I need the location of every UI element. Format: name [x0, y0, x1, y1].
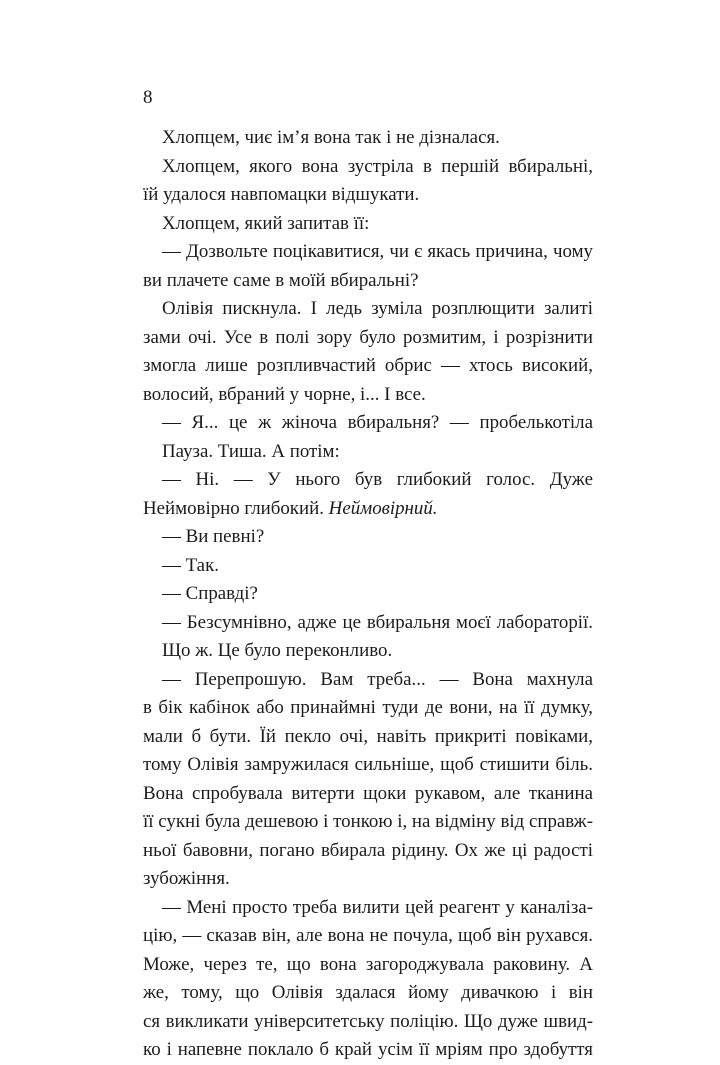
text-line: Хлопцем, якого вона зустріла в першій вбиральні,	[162, 155, 593, 177]
text-line: — Безсумнівно, адже це вбиральня моєї лабораторії.	[162, 611, 593, 633]
text-line: Олівія пискнула. І ледь зуміла розплющити залиті	[162, 298, 593, 319]
text-line: ньої бавовни, погано вбирала рідину. Ох же ці радості	[143, 839, 593, 861]
text-line: зубожіння.	[143, 868, 230, 889]
text-line: її сукні була дешевою і тонкою і, на відміну від справж-	[143, 811, 593, 832]
text-line: — Перепрошую. Вам треба... — Вона махнула	[162, 668, 593, 690]
text-line: цію, — сказав він, але вона не почула, щоб він рухався.	[143, 925, 593, 946]
text-line: Може, через те, що вона загороджувала раковину. А	[143, 953, 593, 975]
text-line	[143, 495, 593, 524]
text-fragment: Неймовірно глибокий.	[143, 497, 324, 519]
text-line: — Ні. — У нього був глибокий голос. Дуже	[162, 469, 593, 490]
text-line: — Так.	[162, 554, 219, 576]
text-line: змогла лише розпливчастий обрис — хтось високий,	[143, 355, 593, 376]
text-line: мали б бути. Їй пекло очі, навіть прикриті повіками,	[143, 725, 593, 747]
text-line: же, тому, що Олівія здалася йому дивачкою і він	[143, 982, 593, 1003]
text-line: Що ж. Це було переконливо.	[162, 640, 393, 661]
text-line: їй удалося навпомацки відшукати.	[143, 184, 420, 205]
text-line: — Дозвольте поцікавитися, чи є якась причина, чому	[162, 241, 593, 262]
text-line: ви плачете саме в моїй вбиральні?	[143, 269, 419, 291]
text-line: в бік кабінок або принаймні туди де вони, на її думку,	[143, 697, 593, 718]
text-line: — Ви певні?	[162, 526, 265, 547]
text-line: Хлопцем, чиє ім’я вона так і не дізналася.	[162, 127, 500, 148]
text-line: ко і напевне поклало б край усім її мріям про здобуття	[143, 1039, 593, 1060]
text-line: Хлопцем, який запитав її:	[162, 212, 370, 234]
page-number: 8	[143, 87, 153, 108]
text-line: Пауза. Тиша. А потім:	[162, 440, 340, 462]
italic-emphasis: Неймовірний.	[328, 497, 438, 519]
text-line: зами очі. Усе в полі зору було розмитим, і розрізнити	[143, 326, 593, 348]
text-line: Вона спробувала витерти щоки рукавом, але тканина	[143, 782, 593, 804]
text-line: тому Олівія замружилася сильніше, щоб стишити біль.	[143, 754, 593, 775]
text-line: ся викликати університетську поліцію. Що дуже швид-	[143, 1010, 593, 1032]
body-text	[143, 124, 593, 1065]
text-line: — Я... це ж жіноча вбиральня? — пробелькотіла	[162, 412, 593, 433]
text-line: — Мені просто треба вилити цей реагент у каналіза-	[162, 896, 593, 918]
text-line: — Справді?	[162, 583, 258, 604]
text-line: волосий, вбраний у чорне, і... І все.	[143, 383, 426, 405]
